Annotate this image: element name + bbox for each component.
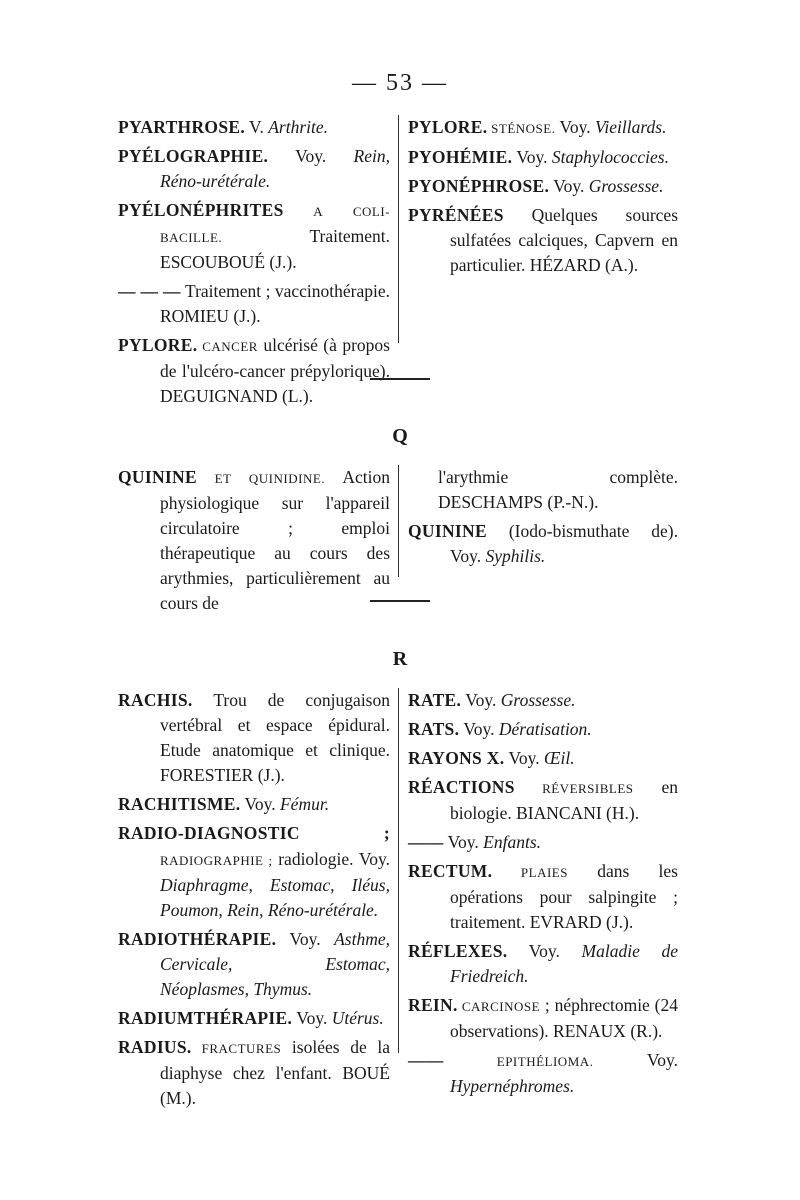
index-entry: RADIUS. FRACTURES isolées de la diaphyse chez l'enfant. BOUÉ (M.). xyxy=(118,1037,390,1108)
index-entry: RADIO-DIAGNOSTIC ; RADIOGRAPHIE ; radiologie. Voy. Diaphragme, Estomac, Iléus, Poumon, Rein, Réno-urétérale. xyxy=(118,823,390,920)
index-entry: PYONÉPHROSE. Voy. Grossesse. xyxy=(408,176,664,196)
index-entry: PYOHÉMIE. Voy. Staphylococcies. xyxy=(408,147,669,167)
index-entry: QUININE ET QUINIDINE. Action physiologique sur l'appareil circulatoire ; emploi thérapeutique au cours des arythmies, particulièrement au cours de xyxy=(118,467,390,613)
index-entry: PYÉLOGRAPHIE. Voy. Rein, Réno-urétérale. xyxy=(118,146,390,191)
index-entry: RATS. Voy. Dératisation. xyxy=(408,719,592,739)
index-entry: PYLORE. STÉNOSE. Voy. Vieillards. xyxy=(408,117,667,137)
column-left xyxy=(118,688,390,1115)
index-entry: RECTUM. PLAIES dans les opérations pour salpingite ; traitement. EVRARD (J.). xyxy=(408,861,678,932)
column-right xyxy=(408,115,678,282)
index-entry: RACHITISME. Voy. Fémur. xyxy=(118,794,330,814)
index-entry: PYÉLONÉPHRITES A COLI-BACILLE. Traitement. ESCOUBOUÉ (J.). xyxy=(118,200,390,272)
index-entry: — — — Traitement ; vaccinothérapie. ROMIEU (J.). xyxy=(118,281,391,326)
index-entry: PYRÉNÉES Quelques sources sulfatées calciques, Capvern en particulier. HÉZARD (A.). xyxy=(408,205,678,275)
index-entry: QUININE (Iodo-bismuthate de). Voy. Syphilis. xyxy=(408,521,678,566)
index-entry: RÉACTIONS RÉVERSIBLES en biologie. BIANCANI (H.). xyxy=(408,777,678,823)
column-divider xyxy=(398,115,399,343)
column-divider xyxy=(398,688,399,1053)
index-entry: REIN. CARCINOSE ; néphrectomie (24 observations). RENAUX (R.). xyxy=(408,995,678,1041)
section-rule xyxy=(370,600,430,602)
section-letter-q: Q xyxy=(392,425,408,447)
index-entry: RACHIS. Trou de conjugaison vertébral et espace épidural. Etude anatomique et clinique. FORESTIER (J.). xyxy=(118,690,390,785)
index-entry-continuation: l'arythmie complète. DESCHAMPS (P.-N.). xyxy=(438,467,678,512)
index-entry: RATE. Voy. Grossesse. xyxy=(408,690,576,710)
section-r xyxy=(118,688,678,1108)
column-left xyxy=(118,465,390,620)
column-divider xyxy=(398,465,399,577)
index-entry: RADIUMTHÉRAPIE. Voy. Utérus. xyxy=(118,1008,384,1028)
section-rule xyxy=(370,378,430,380)
index-entry: PYLORE. CANCER ulcérisé (à propos de l'ulcéro-cancer prépylorique). DEGUIGNAND (L.). xyxy=(118,335,390,406)
index-entry: RAYONS X. Voy. Œil. xyxy=(408,748,575,768)
index-entry: —— Voy. Enfants. xyxy=(408,832,542,852)
index-entry: RÉFLEXES. Voy. Maladie de Friedreich. xyxy=(408,941,678,986)
column-right xyxy=(408,465,678,573)
section-q xyxy=(118,465,678,613)
column-right xyxy=(408,688,678,1103)
column-left xyxy=(118,115,390,413)
index-entry: PYARTHROSE. V. Arthrite. xyxy=(118,117,328,137)
index-entry: —— EPITHÉLIOMA. Voy. Hypernéphromes. xyxy=(408,1050,678,1096)
section-letter-r: R xyxy=(392,648,408,670)
index-entry: RADIOTHÉRAPIE. Voy. Asthme, Cervicale, Estomac, Néoplasmes, Thymus. xyxy=(118,929,390,999)
page-number: — 53 — xyxy=(352,70,448,96)
section-p xyxy=(118,115,678,406)
